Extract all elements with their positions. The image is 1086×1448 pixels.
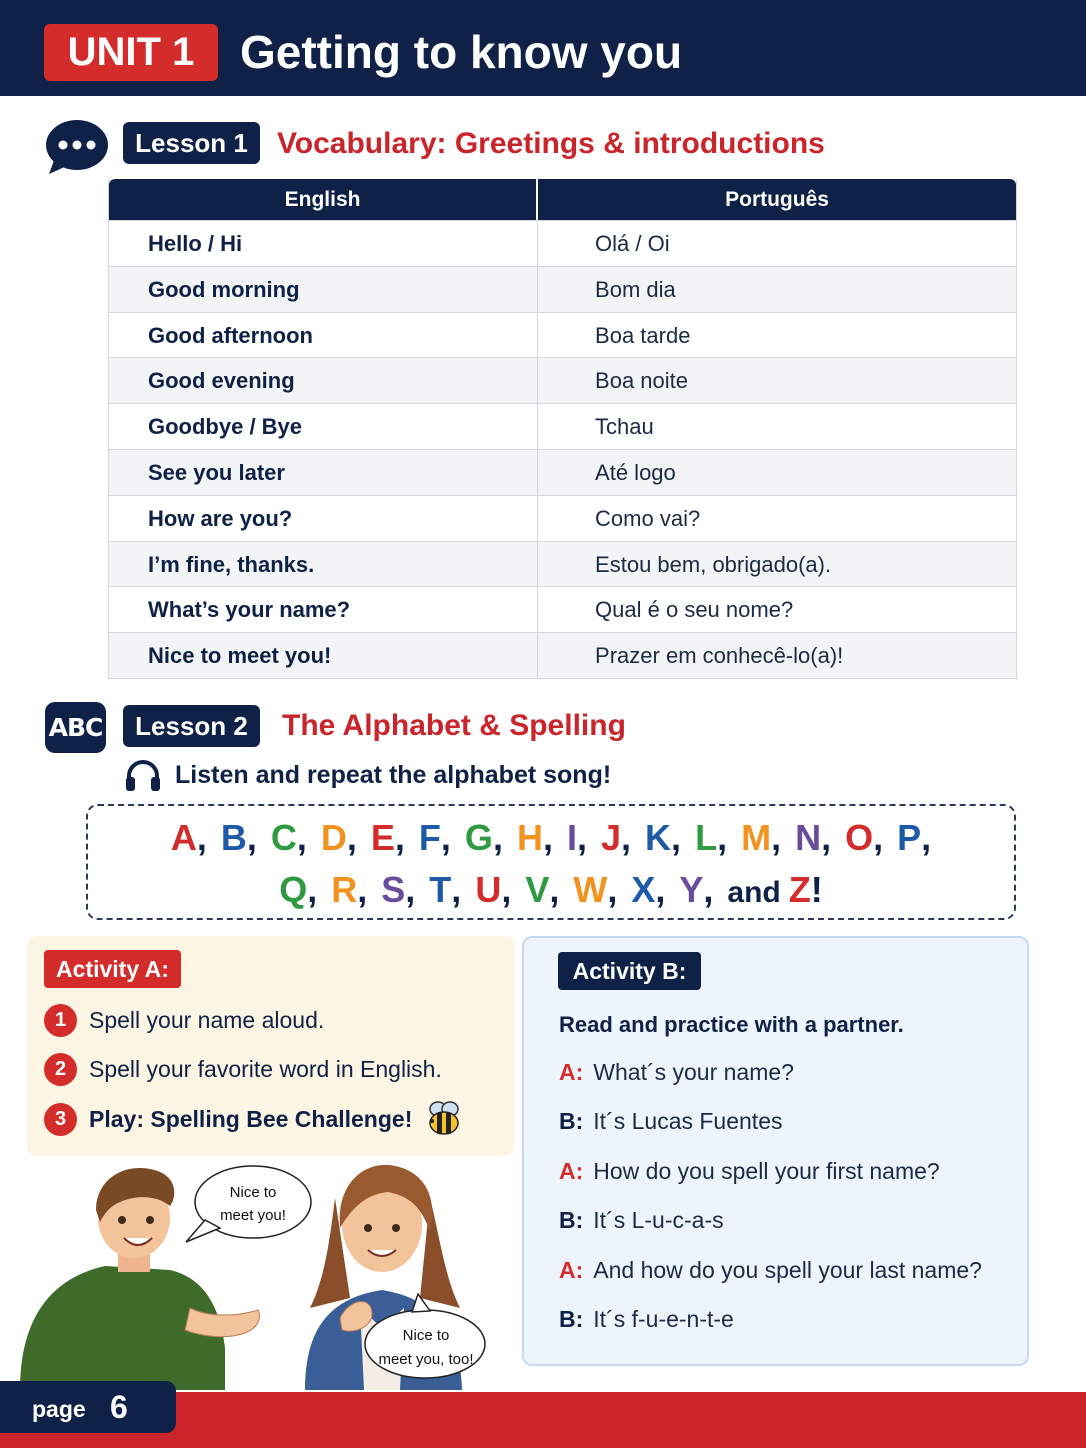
- vocabulary-table-body: [109, 220, 1016, 678]
- table-row: [109, 586, 1016, 632]
- separator: ,: [607, 869, 618, 910]
- activity-a-item-text: Spell your favorite word in English.: [89, 1055, 442, 1082]
- activity-a-item-text: Play: Spelling Bee Challenge!: [89, 1105, 413, 1132]
- english-cell: Nice to meet you!: [109, 633, 538, 678]
- separator: ,: [307, 869, 318, 910]
- table-row: [109, 449, 1016, 495]
- dialogue-line: [559, 1302, 734, 1336]
- boy-speech-bubble: [186, 1166, 311, 1242]
- activity-a-item-1: [44, 1003, 324, 1037]
- alphabet-letter: W: [573, 869, 608, 910]
- speaker-label: B:: [559, 1108, 584, 1135]
- boy-bubble-line-1: Nice to: [229, 1184, 277, 1201]
- activity-a-label: Activity A:: [44, 950, 181, 988]
- and-word: and: [727, 876, 781, 909]
- table-row: [109, 495, 1016, 541]
- activity-a-item-2: [44, 1052, 442, 1086]
- lesson-1-title: Vocabulary: Greetings & introductions: [277, 127, 825, 160]
- table-row: [109, 266, 1016, 312]
- lesson-1-pill: Lesson 1: [123, 122, 260, 164]
- alphabet-line-2: [88, 867, 1014, 916]
- alphabet-letter: R: [331, 869, 358, 910]
- alphabet-letter: F: [418, 817, 441, 858]
- dialogue-text: It´s L-u-c-a-s: [593, 1207, 724, 1234]
- portuguese-cell: Estou bem, obrigado(a).: [595, 551, 832, 577]
- dialogue-text: What´s your name?: [593, 1059, 794, 1085]
- table-row: [109, 632, 1016, 678]
- lesson-2-pill: Lesson 2: [123, 705, 260, 747]
- alphabet-letter: Y: [679, 869, 704, 910]
- separator: ,: [703, 869, 714, 910]
- number-badge: 2: [44, 1053, 77, 1086]
- separator: ,: [549, 869, 560, 910]
- unit-badge: UNIT 1: [44, 24, 218, 81]
- separator: ,: [296, 817, 307, 858]
- dialogue-line: [559, 1104, 782, 1138]
- portuguese-cell: Boa noite: [595, 368, 689, 394]
- alphabet-letter-z: Z: [788, 869, 811, 910]
- chat-bubble-icon: [45, 118, 109, 176]
- dialogue-text: How do you spell your first name?: [593, 1157, 940, 1184]
- alphabet-letter: X: [631, 869, 656, 910]
- alphabet-letter: Q: [279, 869, 308, 910]
- separator: ,: [921, 817, 932, 858]
- alphabet-letter: D: [320, 817, 347, 858]
- portuguese-cell: Olá / Oi: [595, 231, 670, 256]
- bee-icon: [424, 1101, 464, 1137]
- separator: ,: [671, 817, 682, 858]
- separator: ,: [576, 817, 587, 858]
- alphabet-letter: U: [475, 869, 502, 910]
- alphabet-letter: K: [645, 817, 672, 858]
- separator: ,: [346, 817, 357, 858]
- english-cell: Goodbye / Bye: [109, 404, 538, 449]
- english-cell: See you later: [109, 450, 538, 495]
- table-row: [109, 312, 1016, 358]
- activity-a-panel: [27, 936, 514, 1156]
- column-header-portuguese: Português: [725, 188, 829, 211]
- dialogue-line: [559, 1203, 724, 1237]
- dialogue-text: And how do you spell your last name?: [593, 1256, 982, 1283]
- speaker-label: B:: [559, 1306, 584, 1332]
- separator: ,: [621, 817, 632, 858]
- activity-a-item-text: Spell your name aloud.: [89, 1006, 325, 1033]
- greeting-illustration: [0, 1158, 520, 1390]
- speaker-label: A:: [559, 1256, 584, 1283]
- abc-icon: ABC: [45, 702, 106, 753]
- alphabet-letter: I: [566, 817, 577, 858]
- portuguese-cell: Qual é o seu nome?: [595, 597, 794, 623]
- separator: ,: [451, 869, 462, 910]
- portuguese-cell: Prazer em conhecê-lo(a)!: [595, 643, 844, 669]
- alphabet-letter: T: [429, 869, 452, 910]
- separator: ,: [821, 817, 832, 858]
- alphabet-letter: B: [220, 817, 247, 858]
- english-cell: Good evening: [109, 358, 538, 403]
- english-cell: I’m fine, thanks.: [109, 542, 538, 587]
- unit-header: [0, 0, 1086, 96]
- activity-b-panel: [522, 936, 1029, 1366]
- alphabet-letter: O: [845, 817, 874, 858]
- dialogue-line: [559, 1253, 982, 1287]
- alphabet-letter: V: [525, 869, 550, 910]
- english-cell: Hello / Hi: [109, 221, 538, 266]
- alphabet-letter: P: [897, 817, 922, 858]
- listen-instruction: Listen and repeat the alphabet song!: [175, 761, 612, 789]
- lesson-2-title: The Alphabet & Spelling: [282, 709, 626, 742]
- separator: ,: [394, 817, 405, 858]
- dialogue-line: [559, 1055, 794, 1089]
- alphabet-letter: J: [601, 817, 622, 858]
- english-cell: Good afternoon: [109, 313, 538, 358]
- english-cell: Good morning: [109, 267, 538, 312]
- separator: ,: [405, 869, 416, 910]
- vocabulary-table-header: [109, 179, 1016, 220]
- dialogue-text: It´s Lucas Fuentes: [593, 1108, 783, 1135]
- activity-b-instruction: Read and practice with a partner.: [559, 1012, 904, 1037]
- alphabet-letter: C: [270, 817, 297, 858]
- alphabet-letter: S: [381, 869, 406, 910]
- english-cell: How are you?: [109, 496, 538, 541]
- dialogue-line: [559, 1154, 940, 1188]
- separator: ,: [196, 817, 207, 858]
- headphones-icon: [124, 758, 162, 792]
- alphabet-letter: A: [170, 817, 197, 858]
- alphabet-letter: M: [741, 817, 772, 858]
- separator: ,: [655, 869, 666, 910]
- alphabet-line-1: [88, 815, 1014, 861]
- separator: ,: [492, 817, 503, 858]
- portuguese-cell: Bom dia: [595, 276, 676, 302]
- separator: ,: [771, 817, 782, 858]
- girl-bubble-line-2: meet you, too!: [378, 1351, 474, 1368]
- column-header-english: English: [109, 179, 538, 220]
- dialogue-text: It´s f-u-e-n-t-e: [593, 1306, 734, 1332]
- alphabet-letter: N: [795, 817, 822, 858]
- table-row: [109, 541, 1016, 587]
- activity-b-label: Activity B:: [558, 952, 701, 990]
- english-cell: What’s your name?: [109, 587, 538, 632]
- alphabet-letter: H: [516, 817, 543, 858]
- separator: ,: [542, 817, 553, 858]
- unit-title: Getting to know you: [240, 26, 683, 78]
- boy-bubble-line-2: meet you!: [220, 1207, 286, 1224]
- alphabet-box: [86, 804, 1016, 920]
- vocabulary-table: [108, 179, 1017, 679]
- speaker-label: B:: [559, 1207, 584, 1234]
- table-row: [109, 403, 1016, 449]
- page-number-tab: [0, 1381, 176, 1433]
- alphabet-letter: E: [370, 817, 395, 858]
- number-badge: 1: [44, 1004, 77, 1037]
- portuguese-cell: Como vai?: [595, 505, 701, 531]
- alphabet-letter: G: [464, 817, 493, 858]
- portuguese-cell: Até logo: [595, 459, 676, 485]
- separator: ,: [717, 817, 728, 858]
- separator: ,: [440, 817, 451, 858]
- speaker-label: A:: [559, 1157, 584, 1184]
- activity-a-item-3: [44, 1102, 464, 1136]
- separator: ,: [873, 817, 884, 858]
- separator: ,: [357, 869, 368, 910]
- alphabet-letter: L: [695, 817, 718, 858]
- separator: ,: [246, 817, 257, 858]
- portuguese-cell: Tchau: [595, 414, 654, 440]
- table-row: [109, 357, 1016, 403]
- separator: ,: [501, 869, 512, 910]
- page-number: 6: [110, 1389, 128, 1425]
- exclamation: !: [810, 869, 823, 910]
- speaker-label: A:: [559, 1059, 584, 1085]
- portuguese-cell: Boa tarde: [595, 322, 691, 348]
- page-label: page: [32, 1396, 86, 1422]
- girl-bubble-line-1: Nice to: [402, 1327, 450, 1344]
- number-badge: 3: [44, 1103, 77, 1136]
- table-row: [109, 220, 1016, 266]
